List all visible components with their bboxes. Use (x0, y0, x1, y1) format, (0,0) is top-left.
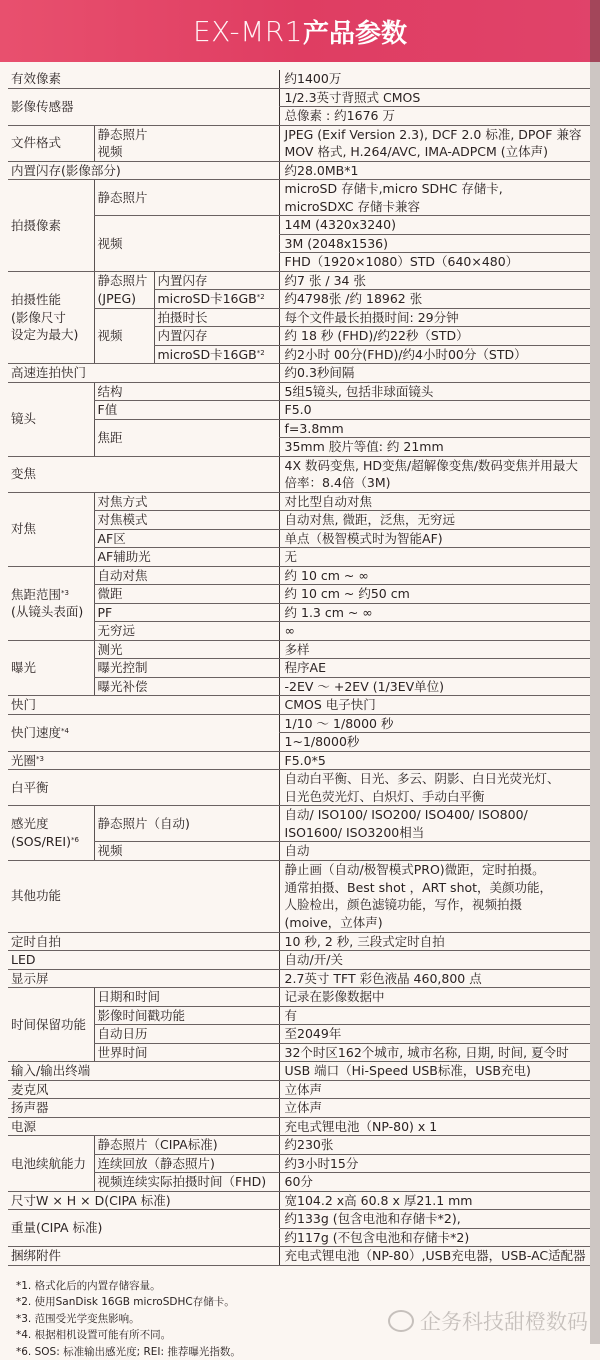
spec-value: 3M (2048x1536) (279, 234, 590, 253)
spec-label: LED (8, 951, 279, 970)
spec-row (8, 271, 590, 290)
spec-value: 4X 数码变焦, HD变焦/超解像变焦/数码变焦并用最大 倍率：8.4倍（3M) (279, 456, 590, 492)
spec-value: 程序AE (279, 659, 590, 678)
spec-value: 立体声 (279, 1099, 590, 1118)
spec-sublabel: 焦距 (94, 419, 279, 456)
spec-value: 每个文件最长拍摄时间: 29分钟 (279, 308, 590, 327)
watermark (388, 1306, 588, 1336)
spec-row (8, 603, 590, 622)
spec-table (8, 70, 590, 1266)
spec-row (8, 161, 590, 180)
spec-value: 约2小时 00分(FHD)/约4小时00分（STD） (279, 345, 590, 364)
spec-row (8, 364, 590, 383)
spec-row (8, 180, 590, 216)
spec-row (8, 216, 590, 235)
spec-label: 显示屏 (8, 969, 279, 988)
spec-sublabel: 静态照片（自动) (94, 806, 279, 842)
spec-value: 约117g (不包含电池和存储卡*2) (279, 1228, 590, 1247)
spec-row (8, 806, 590, 842)
page-title-model: EX-MR1 (193, 15, 303, 48)
spec-row (8, 860, 590, 932)
spec-row (8, 1247, 590, 1266)
footnote: *3. 范围受光学变焦影响。 (16, 1311, 590, 1328)
spec-row (8, 492, 590, 511)
spec-label: 麦克风 (8, 1080, 279, 1099)
spec-row (8, 1099, 590, 1118)
spec-sublabel: AF辅助光 (94, 548, 279, 567)
spec-sublabel: 曝光补偿 (94, 677, 279, 696)
spec-body (0, 62, 600, 1360)
spec-sublabel: 曝光控制 (94, 659, 279, 678)
spec-label: 拍摄性能 (影像尺寸 设定为最大) (8, 271, 94, 364)
spec-label: 对焦 (8, 492, 94, 566)
spec-sublabel: 影像时间戳功能 (94, 1006, 279, 1025)
spec-value: 60分 (279, 1173, 590, 1192)
spec-value: 自动/ ISO100/ ISO200/ ISO400/ ISO800/ ISO1600/ ISO3200相当 (279, 806, 590, 842)
spec-sublabel: microSD卡16GB$^{*2}$ (154, 345, 279, 364)
spec-label: 其他功能 (8, 860, 279, 932)
spec-sublabel: F值 (94, 401, 279, 420)
spec-value: F5.0 (279, 401, 590, 420)
spec-value: 1/10 ～ 1/8000 秒 (279, 714, 590, 733)
spec-label: 电池续航能力 (8, 1136, 94, 1192)
spec-sublabel: 自动对焦 (94, 566, 279, 585)
spec-sublabel: 静态照片（CIPA标准) (94, 1136, 279, 1155)
watermark-text: 企务科技甜橙数码 (420, 1306, 588, 1336)
spec-sublabel: 视频 (94, 216, 279, 272)
spec-label: 白平衡 (8, 770, 279, 806)
spec-value: 约4798张 /约 18962 张 (279, 290, 590, 309)
page-title-suffix: 产品参数 (303, 13, 407, 50)
spec-sublabel: 测光 (94, 640, 279, 659)
spec-value: CMOS 电子快门 (279, 696, 590, 715)
spec-sublabel: 日期和时间 (94, 988, 279, 1007)
spec-row (8, 125, 590, 161)
spec-value: 至2049年 (279, 1025, 590, 1044)
spec-sublabel: 静态照片 (JPEG) (94, 271, 154, 308)
spec-value: JPEG (Exif Version 2.3), DCF 2.0 标准, DPOF 兼容 MOV 格式, H.264/AVC, IMA-ADPCM (立体声) (279, 125, 590, 161)
spec-value: FHD（1920×1080）STD（640×480） (279, 253, 590, 272)
spec-value: 自动对焦, 微距，泛焦，无穷远 (279, 511, 590, 530)
spec-row (8, 659, 590, 678)
spec-label: 快门 (8, 696, 279, 715)
spec-label: 镜头 (8, 382, 94, 456)
spec-value: 多样 (279, 640, 590, 659)
spec-value: 5组5镜头, 包括非球面镜头 (279, 382, 590, 401)
spec-value: 2.7英寸 TFT 彩色液晶 460,800 点 (279, 969, 590, 988)
spec-label: 拍摄像素 (8, 180, 94, 272)
spec-sublabel: PF (94, 603, 279, 622)
spec-row (8, 969, 590, 988)
spec-sublabel: 连续回放（静态照片) (94, 1154, 279, 1173)
spec-value: 立体声 (279, 1080, 590, 1099)
page-header (0, 0, 600, 62)
spec-label: 时间保留功能 (8, 988, 94, 1062)
spec-row (8, 988, 590, 1007)
spec-value: 约0.3秒间隔 (279, 364, 590, 383)
spec-label: 焦距范围$^{*3}$ (从镜头表面) (8, 566, 94, 640)
spec-sublabel: microSD卡16GB$^{*2}$ (154, 290, 279, 309)
spec-label: 扬声器 (8, 1099, 279, 1118)
spec-value: USB 端口（Hi-Speed USB标准，USB充电) (279, 1062, 590, 1081)
spec-sublabel: 视频连续实际拍摄时间（FHD) (94, 1173, 279, 1192)
spec-row (8, 1173, 590, 1192)
spec-row (8, 1191, 590, 1210)
spec-sublabel: 拍摄时长 (154, 308, 279, 327)
spec-row (8, 419, 590, 438)
spec-row (8, 696, 590, 715)
spec-sublabel: 无穷远 (94, 622, 279, 641)
spec-value: ∞ (279, 622, 590, 641)
footnote: *1. 格式化后的内置存储容量。 (16, 1278, 590, 1295)
spec-value: 1/2.3英寸背照式 CMOS (279, 88, 590, 107)
spec-value: 约1400万 (279, 70, 590, 88)
spec-label: 影像传感器 (8, 88, 279, 125)
spec-label: 高速连拍快门 (8, 364, 279, 383)
spec-value: 约28.0MB*1 (279, 161, 590, 180)
spec-value: microSD 存储卡,micro SDHC 存储卡, microSDXC 存储卡兼容 (279, 180, 590, 216)
edge-shadow (590, 0, 600, 1344)
spec-row (8, 951, 590, 970)
footnote: *4. 根据相机设置可能有所不同。 (16, 1327, 590, 1344)
spec-label: 重量(CIPA 标准) (8, 1210, 279, 1247)
spec-value: 单点（极智模式时为智能AF) (279, 529, 590, 548)
spec-row (8, 842, 590, 861)
spec-row (8, 1062, 590, 1081)
spec-label: 文件格式 (8, 125, 94, 161)
spec-row (8, 456, 590, 492)
spec-row (8, 770, 590, 806)
spec-row (8, 622, 590, 641)
spec-sublabel: 内置闪存 (154, 271, 279, 290)
spec-row (8, 1210, 590, 1229)
spec-value: 宽104.2 x高 60.8 x 厚21.1 mm (279, 1191, 590, 1210)
spec-label: 输入/输出终端 (8, 1062, 279, 1081)
spec-value: 自动 (279, 842, 590, 861)
spec-row (8, 751, 590, 770)
spec-sublabel: 结构 (94, 382, 279, 401)
spec-label: 感光度 $(SOS/REI)^{*6}$ (8, 806, 94, 861)
spec-value: 约 10 cm ~ 约50 cm (279, 585, 590, 604)
spec-row (8, 932, 590, 951)
spec-value: 10 秒, 2 秒, 三段式定时自拍 (279, 932, 590, 951)
spec-row (8, 382, 590, 401)
spec-value: 充电式锂电池（NP-80) x 1 (279, 1117, 590, 1136)
spec-value: 约7 张 / 34 张 (279, 271, 590, 290)
spec-value: 35mm 胶片等值: 约 21mm (279, 438, 590, 457)
wechat-icon (388, 1310, 414, 1332)
spec-row (8, 1154, 590, 1173)
spec-row (8, 1117, 590, 1136)
spec-sublabel: AF区 (94, 529, 279, 548)
spec-sublabel: 内置闪存 (154, 327, 279, 346)
spec-value: 无 (279, 548, 590, 567)
spec-value: 约133g (包含电池和存储卡*2), (279, 1210, 590, 1229)
spec-label: 曝光 (8, 640, 94, 696)
spec-row (8, 1006, 590, 1025)
spec-sublabel: 自动日历 (94, 1025, 279, 1044)
spec-value: 充电式锂电池（NP-80）,USB充电器，USB-AC适配器 (279, 1247, 590, 1266)
spec-label: 有效像素 (8, 70, 279, 88)
spec-value: 对比型自动对焦 (279, 492, 590, 511)
spec-sublabel: 静态照片 (94, 180, 279, 216)
spec-value: 总像素 : 约1676 万 (279, 107, 590, 126)
spec-row (8, 88, 590, 107)
spec-value: 静止画（自动/极智模式PRO)微距，定时拍摄。 通常拍摄、Best shot ，ART shot，美颜功能， 人脸检出，颜色滤镜功能，写作，视频拍摄 (moive，立体声) (279, 860, 590, 932)
spec-sublabel: 视频 (94, 308, 154, 364)
spec-value: 有 (279, 1006, 590, 1025)
spec-label: 光圈$^{*3}$ (8, 751, 279, 770)
footnote: *2. 使用SanDisk 16GB microSDHC存储卡。 (16, 1294, 590, 1311)
spec-row (8, 640, 590, 659)
spec-value: 记录在影像数据中 (279, 988, 590, 1007)
spec-row (8, 677, 590, 696)
spec-row (8, 70, 590, 88)
spec-row (8, 1043, 590, 1062)
footnote: *6. SOS: 标准输出感光度; REI: 推荐曝光指数。 (16, 1344, 590, 1360)
spec-row (8, 308, 590, 327)
spec-value: F5.0*5 (279, 751, 590, 770)
spec-value: 32个时区162个城市, 城市名称, 日期, 时间, 夏令时 (279, 1043, 590, 1062)
spec-value: 自动白平衡、日光、多云、阴影、白日光荧光灯、 日光色荧光灯、白炽灯、手动白平衡 (279, 770, 590, 806)
spec-label: 快门速度$^{*4}$ (8, 714, 279, 751)
spec-value: -2EV ～ +2EV (1/3EV单位) (279, 677, 590, 696)
spec-value: 约3小时15分 (279, 1154, 590, 1173)
spec-row (8, 1025, 590, 1044)
spec-row (8, 401, 590, 420)
spec-value: 1~1/8000秒 (279, 733, 590, 752)
spec-label: 电源 (8, 1117, 279, 1136)
spec-row (8, 714, 590, 733)
spec-row (8, 529, 590, 548)
spec-row (8, 566, 590, 585)
spec-sublabel: 视频 (94, 842, 279, 861)
spec-row (8, 511, 590, 530)
spec-value: f=3.8mm (279, 419, 590, 438)
spec-label: 变焦 (8, 456, 279, 492)
spec-value: 约 1.3 cm ~ ∞ (279, 603, 590, 622)
spec-label: 尺寸W × H × D(CIPA 标准) (8, 1191, 279, 1210)
spec-row (8, 1080, 590, 1099)
spec-sublabel: 对焦模式 (94, 511, 279, 530)
spec-value: 约 10 cm ~ ∞ (279, 566, 590, 585)
spec-value: 约230张 (279, 1136, 590, 1155)
spec-row (8, 1136, 590, 1155)
spec-label: 内置闪存(影像部分) (8, 161, 279, 180)
spec-sublabel: 微距 (94, 585, 279, 604)
spec-sublabel: 世界时间 (94, 1043, 279, 1062)
spec-value: 约 18 秒 (FHD)/约22秒（STD） (279, 327, 590, 346)
spec-row (8, 585, 590, 604)
spec-sublabel: 对焦方式 (94, 492, 279, 511)
spec-label: 定时自拍 (8, 932, 279, 951)
spec-value: 自动/开/关 (279, 951, 590, 970)
spec-value: 14M (4320x3240) (279, 216, 590, 235)
spec-row (8, 548, 590, 567)
spec-sublabel: 静态照片 视频 (94, 125, 279, 161)
spec-label: 捆绑附件 (8, 1247, 279, 1266)
